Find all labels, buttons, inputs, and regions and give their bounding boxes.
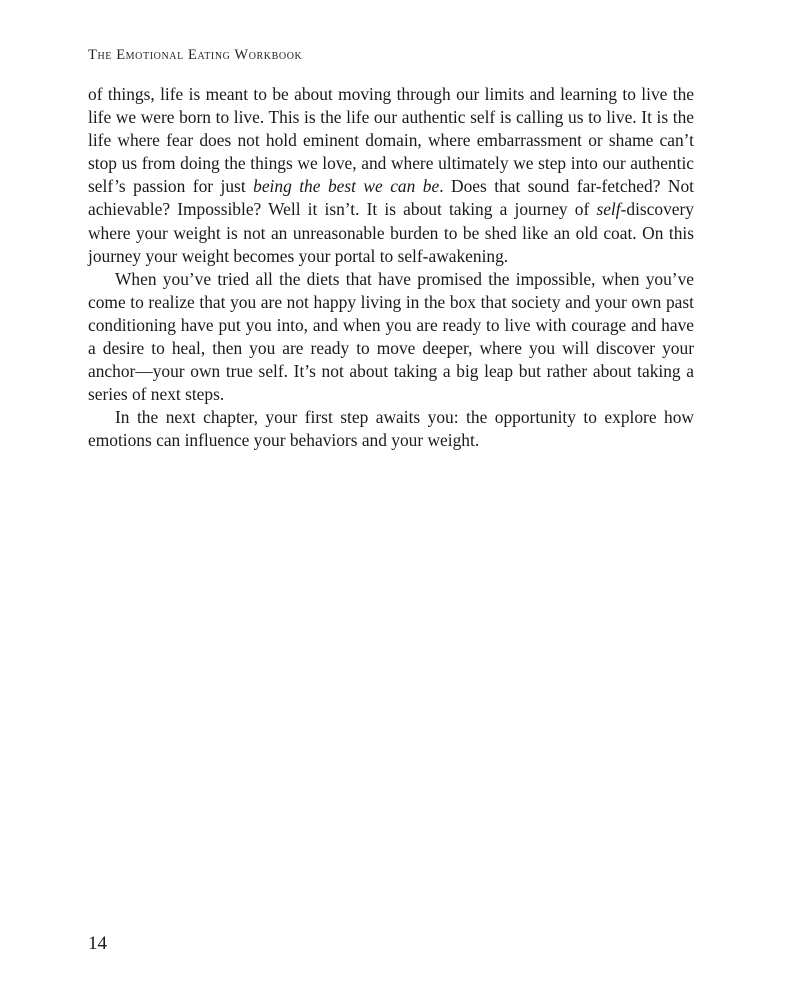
paragraph [88,268,694,407]
italic-run: being the best we can be [253,176,440,197]
paragraph [88,406,694,452]
body-text [88,83,694,453]
text-run: of things, life is meant to be about moving through our limits and learning to live the life we were born to live. This is the life our authentic self is calling us to live. It is the life where fear does not hold eminent domain, where embarrassment or shame can’t stop us from doing the things we love, and where ultimately we step into our authentic self’s passion for just [88,84,694,197]
text-run: In the next chapter, your first step awaits you: the opportunity to explore how emotions can influence your behaviors and your weight. [88,407,694,451]
running-head: The Emotional Eating Workbook [88,47,303,63]
paragraph [88,83,694,268]
text-run: When you’ve tried all the diets that have promised the impossible, when you’ve come to realize that you are not happy living in the box that society and your own past conditioning have put you into, and when you are ready to live with courage and have a desire to heal, then you are ready to move deeper, where you will discover your anchor—your own true self. It’s not about taking a big leap but rather about taking a series of next steps. [88,268,694,405]
text-run: . Does that sound far-fetched? Not achievable? Impossible? Well it isn’t. It is about taking a journey of [88,176,694,220]
text-run: -discovery where your weight is not an unreasonable burden to be shed like an old coat. On this journey your weight becomes your portal to self-awakening. [88,199,694,266]
page-number: 14 [88,933,107,954]
italic-run: self [596,199,621,220]
